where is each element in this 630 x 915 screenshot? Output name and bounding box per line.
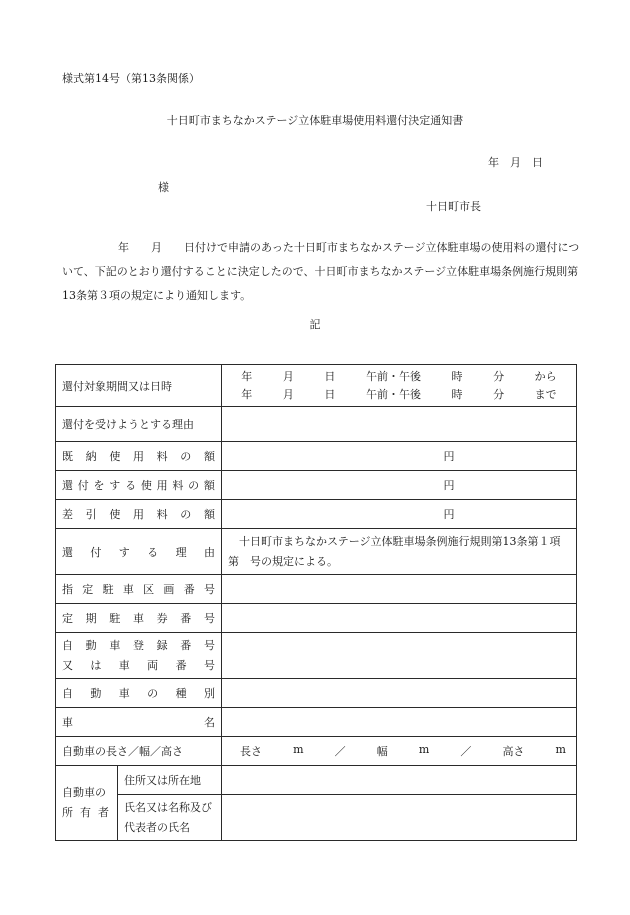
reason-to-receive-value	[222, 407, 577, 442]
label-char: ／	[460, 745, 472, 758]
space-number-label	[56, 575, 222, 604]
label-char: 録	[156, 638, 168, 652]
row-space-number	[56, 575, 577, 604]
vehicle-name-label	[56, 708, 222, 737]
label-char: る	[125, 479, 137, 492]
label-char: 動	[90, 687, 102, 700]
label-char: す	[109, 479, 121, 492]
label-char: 車	[118, 658, 130, 672]
period-to	[222, 386, 576, 404]
year-text: 年	[241, 387, 253, 401]
label-char: 登	[132, 638, 144, 652]
row-owner-name	[56, 795, 577, 841]
from-text: から	[534, 369, 557, 383]
label-char: 定	[82, 583, 94, 596]
label-char: は	[90, 658, 102, 672]
spaced-text	[56, 477, 221, 493]
spaced-text	[56, 636, 221, 656]
label-char: 車	[62, 716, 73, 729]
label-char: 両	[147, 658, 159, 672]
owner-address-label: 住所又は所在地	[118, 766, 222, 795]
label-char: 画	[163, 583, 175, 596]
row-refund-reason	[56, 529, 577, 575]
label-char: 有	[80, 806, 91, 819]
row-refund-fee	[56, 471, 577, 500]
label-char: 還	[62, 545, 73, 559]
spaced-text	[56, 656, 221, 676]
label-char: を	[93, 479, 105, 492]
owner-name-label: 氏名又は名称及び代表者の氏名	[118, 795, 222, 841]
label-char: 自	[62, 638, 73, 652]
label-char: 額	[203, 508, 215, 521]
row-registration	[56, 633, 577, 679]
refund-fee-unit: 円	[222, 471, 577, 500]
refund-reason-value: 十日町市まちなかステージ立体駐車場条例施行規則第13条第１項第 号の規定による。	[222, 529, 577, 575]
row-owner-address	[56, 766, 577, 795]
label-char: 券	[156, 612, 168, 625]
ticket-number-value	[222, 604, 577, 633]
dimensions-label: 自動車の長さ／幅／高さ	[56, 737, 222, 766]
label-char: 指	[62, 583, 73, 596]
label-char: 定	[62, 612, 73, 625]
label-char: m	[418, 743, 430, 756]
label-char: 使	[109, 508, 121, 521]
hour-text: 時	[451, 387, 463, 401]
label-char: 車	[109, 638, 121, 652]
label-char: 名	[204, 716, 215, 729]
label-char: 番	[180, 638, 192, 652]
label-char: 納	[85, 450, 97, 463]
label-char: 高さ	[502, 745, 525, 758]
ticket-number-label	[56, 604, 222, 633]
label-char: 自	[62, 687, 73, 700]
label-char: 料	[156, 508, 168, 521]
row-vehicle-type	[56, 679, 577, 708]
ampm-text: 午前・午後	[365, 387, 421, 401]
label-char: 車	[132, 612, 144, 625]
hour-text: 時	[451, 369, 463, 383]
owner-label-line1: 自動車の	[62, 786, 106, 799]
row-period	[56, 365, 577, 407]
ampm-text: 午前・午後	[365, 369, 421, 383]
label-char: 番	[180, 612, 192, 625]
label-char: 番	[175, 658, 187, 672]
label-char: の	[188, 479, 200, 492]
ki-heading: 記	[309, 318, 321, 331]
refund-details-table	[55, 364, 577, 841]
label-char: 由	[203, 545, 215, 559]
label-char: 期	[85, 612, 97, 625]
label-char: 号	[203, 658, 215, 672]
label-char: の	[180, 508, 192, 521]
label-char: 別	[203, 687, 215, 700]
label-char: 種	[175, 687, 187, 700]
label-char: 料	[156, 450, 168, 463]
label-char: 額	[203, 479, 215, 492]
label-char: 額	[203, 450, 215, 463]
label-char: 所	[62, 806, 73, 819]
label-char: ／	[334, 745, 346, 758]
label-char: の	[180, 450, 192, 463]
row-vehicle-name	[56, 708, 577, 737]
label-char: 用	[132, 450, 144, 463]
vehicle-type-value	[222, 679, 577, 708]
spaced-text	[222, 743, 576, 759]
notice-body: 年 月 日付けで申請のあった十日町市まちなかステージ立体駐車場の使用料の還付について、下記のとおり還付することに決定したので、十日町市まちなかステージ立体駐車場条例施行規則第13条第３項の規定により通知します。	[62, 241, 580, 302]
vehicle-name-value	[222, 708, 577, 737]
month-text: 月	[282, 387, 294, 401]
row-paid-fee	[56, 442, 577, 471]
document-title: 十日町市まちなかステージ立体駐車場使用料還付決定通知書	[166, 114, 464, 127]
label-char: の	[147, 687, 159, 700]
to-text: まで	[534, 387, 557, 401]
label-char: 車	[122, 583, 134, 596]
dimensions-value	[222, 737, 577, 766]
label-char: 長さ	[240, 745, 262, 758]
owner-name-value	[222, 795, 577, 841]
sender: 十日町市長	[426, 200, 481, 213]
day-text: 日	[324, 369, 336, 383]
label-char: 差	[62, 508, 73, 521]
year-text: 年	[241, 369, 253, 383]
label-char: 理	[175, 545, 187, 559]
label-char: 区	[143, 583, 155, 596]
space-number-value	[222, 575, 577, 604]
owner-label	[56, 766, 118, 841]
label-char: 又	[62, 658, 73, 672]
label-char: 還	[62, 479, 73, 492]
label-char: 使	[109, 450, 121, 463]
period-from	[222, 368, 576, 386]
label-char: 付	[77, 479, 89, 492]
minute-text: 分	[493, 387, 505, 401]
day-text: 日	[324, 387, 336, 401]
label-char: 引	[85, 508, 97, 521]
label-char: 駐	[102, 583, 114, 596]
period-label: 還付対象期間又は日時	[56, 365, 222, 407]
label-char: 号	[203, 583, 215, 596]
row-reason-to-receive	[56, 407, 577, 442]
diff-fee-unit: 円	[222, 500, 577, 529]
label-char: 車	[118, 687, 130, 700]
label-char: m	[555, 743, 566, 756]
label-char: 付	[90, 545, 102, 559]
label-char: 号	[203, 638, 215, 652]
label-char: 駐	[109, 612, 121, 625]
label-char: 号	[203, 612, 215, 625]
paid-fee-label	[56, 442, 222, 471]
label-char: 幅	[376, 745, 388, 758]
label-char: 番	[183, 583, 195, 596]
label-char: 者	[98, 806, 109, 819]
minute-text: 分	[493, 369, 505, 383]
label-char: 用	[156, 479, 168, 492]
spaced-text	[56, 506, 221, 522]
row-diff-fee	[56, 500, 577, 529]
refund-fee-label	[56, 471, 222, 500]
spaced-text	[56, 685, 221, 701]
refund-reason-label	[56, 529, 222, 575]
spaced-text	[56, 448, 221, 464]
date-line: 年 月 日	[488, 156, 543, 169]
label-char: す	[118, 545, 130, 559]
registration-label	[56, 633, 222, 679]
label-char: 用	[132, 508, 144, 521]
spaced-text	[56, 581, 221, 597]
spaced-text	[56, 544, 221, 560]
vehicle-type-label	[56, 679, 222, 708]
label-char: る	[147, 545, 159, 559]
reason-to-receive-label: 還付を受けようとする理由	[56, 407, 222, 442]
label-char: m	[293, 743, 304, 756]
spaced-text	[56, 714, 221, 730]
month-text: 月	[282, 369, 294, 383]
addressee: 様	[158, 181, 169, 194]
row-ticket-number	[56, 604, 577, 633]
label-char: 料	[172, 479, 184, 492]
form-number: 様式第14号（第13条関係）	[62, 72, 200, 85]
owner-address-value	[222, 766, 577, 795]
row-dimensions	[56, 737, 577, 766]
label-char: 動	[85, 638, 97, 652]
spaced-text	[56, 610, 221, 626]
spaced-text	[62, 803, 111, 823]
label-char: 既	[62, 450, 73, 463]
paid-fee-unit: 円	[222, 442, 577, 471]
registration-value	[222, 633, 577, 679]
period-value	[222, 365, 577, 407]
diff-fee-label	[56, 500, 222, 529]
label-char: 使	[140, 479, 152, 492]
